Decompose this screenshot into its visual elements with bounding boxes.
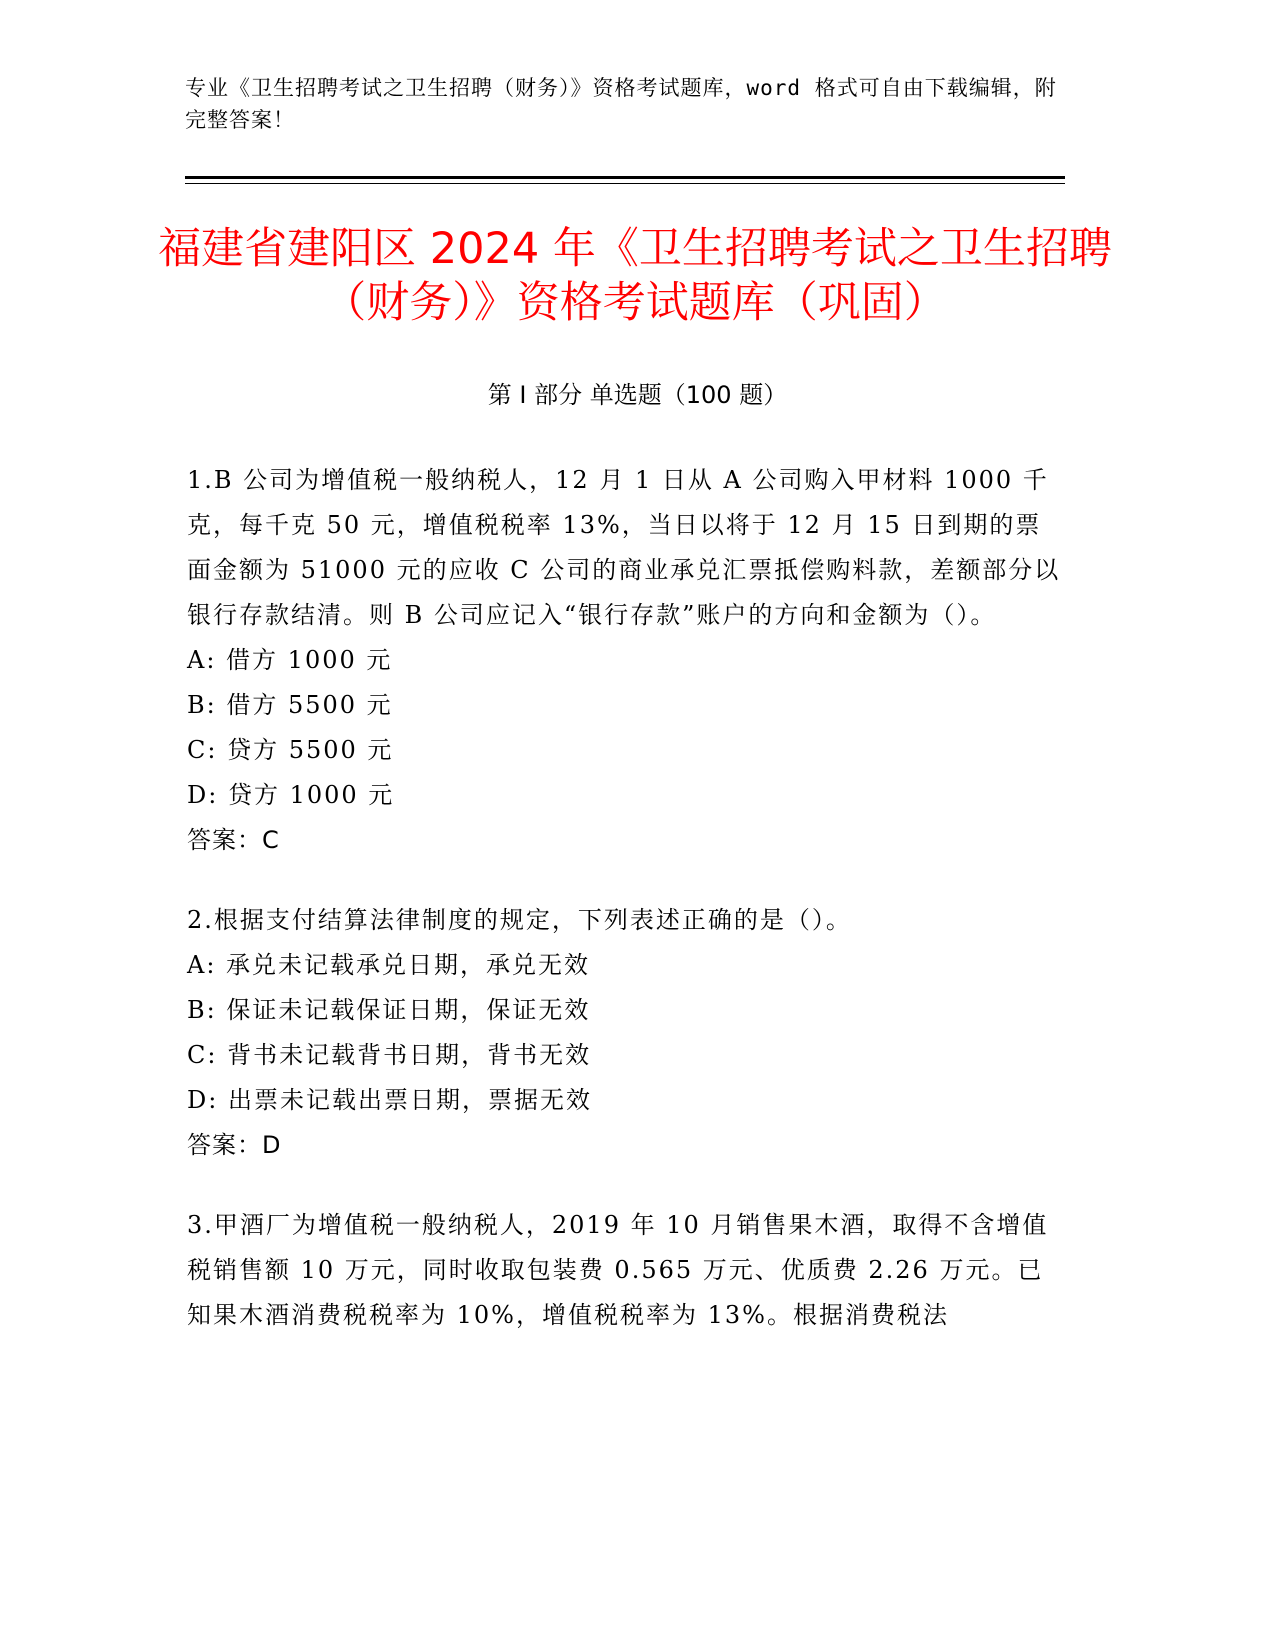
option-b: B: 保证未记载保证日期，保证无效 — [187, 996, 591, 1024]
question-text: 2.根据支付结算法律制度的规定，下列表述正确的是（）。 — [187, 906, 852, 934]
question-list — [187, 458, 1067, 1373]
header-rule-thin — [185, 183, 1065, 184]
option-b: B: 借方 5500 元 — [187, 691, 393, 719]
document-title: 福建省建阳区 2024 年《卫生招聘考试之卫生招聘（财务）》资格考试题库（巩固） — [158, 224, 1112, 328]
option-d: D: 出票未记载出票日期，票据无效 — [187, 1086, 592, 1114]
answer: 答案：D — [187, 1131, 282, 1159]
option-d: D: 贷方 1000 元 — [187, 781, 395, 809]
question-text: 1.B 公司为增值税一般纳税人，12 月 1 日从 A 公司购入甲材料 1000 千克，每千克 50 元，增值税税率 13%，当日以将于 12 月 15 日到期的票面金额为 51000 元的应收 C 公司的商业承兑汇票抵偿购料款，差额部分以银行存款结清。则 B 公司应记入“银行存款”账户的方向和金额为（）。 — [187, 466, 1061, 629]
option-a: A: 承兑未记载承兑日期，承兑无效 — [187, 951, 591, 979]
question-text: 3.甲酒厂为增值税一般纳税人，2019 年 10 月销售果木酒，取得不含增值税销售额 10 万元，同时收取包装费 0.565 万元、优质费 2.26 万元。已知果木酒消费税税率为 10%，增值税税率为 13%。根据消费税法 — [187, 1211, 1049, 1329]
question-3 — [187, 1203, 1067, 1338]
answer: 答案：C — [187, 826, 280, 854]
option-c: C: 贷方 5500 元 — [187, 736, 394, 764]
question-1 — [187, 458, 1067, 863]
option-a: A: 借方 1000 元 — [187, 646, 393, 674]
header-rule-thick — [185, 176, 1065, 179]
section-heading: 第 I 部分 单选题（100 题） — [487, 381, 788, 409]
question-2 — [187, 898, 1067, 1168]
header-note: 专业《卫生招聘考试之卫生招聘（财务）》资格考试题库，word 格式可自由下载编辑，附完整答案！ — [185, 76, 1057, 132]
option-c: C: 背书未记载背书日期，背书无效 — [187, 1041, 592, 1069]
